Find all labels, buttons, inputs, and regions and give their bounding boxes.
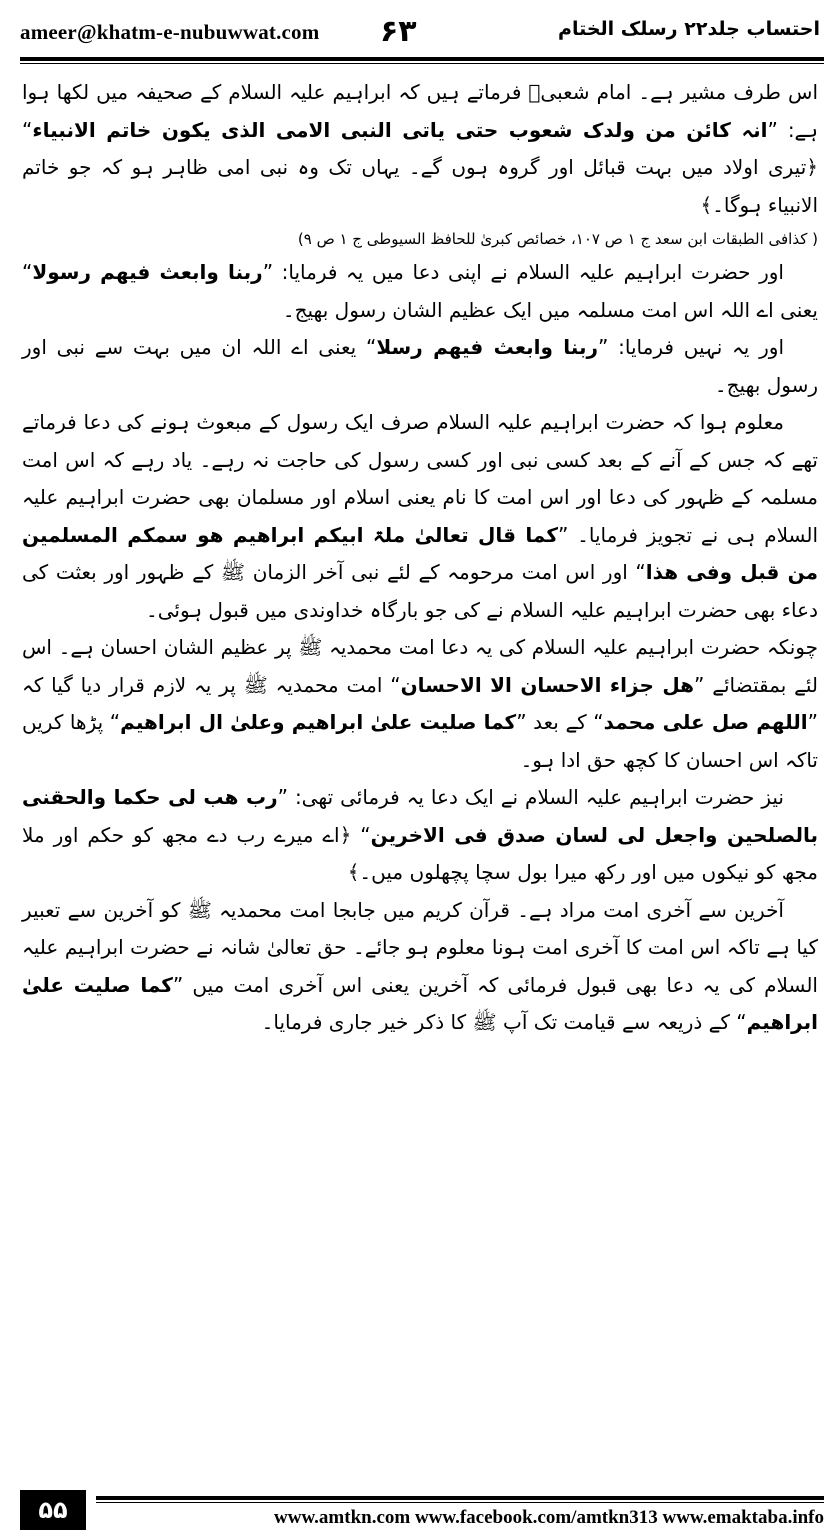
paragraph-4-text: معلوم ہوا کہ حضرت ابراہیم علیہ السلام صرف ایک رسول کے مبعوث ہونے کی دعا فرماتے تھے کہ جس کے آنے کے بعد کسی نبی اور کسی رسول کی حاجت نہ رہے۔ یاد رہے کہ اس امت مسلمہ کے ظہور کی دعا اور اس امت کا نام یعنی اسلام اور مسلمان بھی حضرت ابراہیم علیہ السلام ہی نے تجویز فرمایا۔ ” <box>22 410 819 547</box>
arabic-quote-7: کما صلیت علیٰ ابراھیم <box>22 972 818 1034</box>
paragraph-7 <box>22 892 818 1042</box>
paragraph-5 <box>22 629 818 779</box>
arabic-quote-3: ربنا وابعث فیھم رسلا <box>376 335 598 359</box>
header-page-number: ۶۳ <box>380 14 417 49</box>
paragraph-3 <box>22 329 818 404</box>
paragraph-4 <box>22 404 818 629</box>
paragraph-4-tail: “ اور اس امت مرحومہ کے لئے نبی آخر الزمان ﷺ کے ظہور اور بعثت کی دعاء بھی حضرت ابراہیم علیہ السلام نے کی جو بارگاہ خداوندی میں قبول ہوئی۔ <box>22 560 818 622</box>
paragraph-5-text: چونکہ حضرت ابراہیم علیہ السلام کی یہ دعا امت محمدیہ ﷺ پر عظیم الشان احسان ہے۔ اس لئے بمقتضائے ” <box>22 635 818 697</box>
paragraph-3-tail: “ یعنی اے اللہ ان میں بہت سے نبی اور رسول بھیج۔ <box>22 335 818 397</box>
paragraph-1-text: اس طرف مشیر ہے۔ امام شعبیؒ فرماتے ہیں کہ ابراہیم علیہ السلام کے صحیفہ میں لکھا ہوا ہے: ” <box>22 80 818 142</box>
paragraph-6 <box>22 779 818 892</box>
arabic-quote-5a: ھل جزاء الاحسان الا الاحسان <box>400 672 695 697</box>
paragraph-5-mid2: “ کے بعد ” <box>516 710 604 734</box>
page-body <box>22 74 818 1042</box>
page-footer <box>20 1490 824 1532</box>
paragraph-6-tail: “ ﴿اے میرے رب دے مجھ کو حکم اور ملا مجھ کو نیکوں میں اور رکھ میرا بول سچا پچھلوں میں۔﴾ <box>22 822 818 884</box>
paragraph-1-tail: “ ﴿تیری اولاد میں بہت قبائل اور گروہ ہوں گے۔ یہاں تک وہ نبی امی ظاہر ہو کہ جو خاتم الانبیاء ہوگا۔﴾ <box>22 117 818 217</box>
footer-links[interactable]: www.amtkn.com www.facebook.com/amtkn313 www.emaktaba.info <box>274 1507 824 1528</box>
paragraph-1 <box>22 74 818 224</box>
paragraph-2-tail: “ یعنی اے اللہ اس امت مسلمہ میں ایک عظیم الشان رسول بھیج۔ <box>22 260 818 322</box>
arabic-quote-6: رب ھب لی حکما والحقنی بالصلحین واجعل لی لسان صدق فی الاخرین <box>22 785 818 847</box>
paragraph-2-text: اور حضرت ابراہیم علیہ السلام نے اپنی دعا میں یہ فرمایا: ” <box>262 260 784 284</box>
footer-divider <box>96 1496 824 1503</box>
header-email: ameer@khatm-e-nubuwwat.com <box>20 20 320 44</box>
arabic-quote-2: ربنا وابعث فیھم رسولا <box>32 260 263 284</box>
header-divider <box>20 57 824 64</box>
page-header <box>20 14 820 52</box>
arabic-quote-5b: اللھم صل علی محمد <box>603 710 808 734</box>
footer-page-badge: ۵۵ <box>20 1490 86 1530</box>
arabic-quote-4: کما قال تعالیٰ ملۃ ابیکم ابراھیم ھو سمکم المسلمین من قبل وفی ھذا <box>22 522 819 584</box>
paragraph-7-tail: “ کے ذریعہ سے قیامت تک آپ ﷺ کا ذکر خیر جاری فرمایا۔ <box>261 1010 747 1034</box>
paragraph-2 <box>22 254 818 329</box>
paragraph-3-text: اور یہ نہیں فرمایا: ” <box>598 335 784 359</box>
reference-note: ( کذافی الطبقات ابن سعد ج ۱ ص ۱۰۷، خصائص کبریٰ للحافظ السیوطی ج ۱ ص ۹) <box>297 230 818 248</box>
paragraph-7-text: آخرین سے آخری امت مراد ہے۔ قرآن کریم میں جابجا امت محمدیہ ﷺ کو آخرین سے تعبیر کیا ہے تاکہ اس امت کا آخری امت ہونا معلوم ہو جائے۔ حق تعالیٰ شانہ نے حضرت ابراہیم علیہ السلام کی یہ دعا بھی قبول فرمائی کہ آخرین یعنی اس آخری امت میں ” <box>22 897 818 997</box>
arabic-quote-5c: کما صلیت علیٰ ابراھیم وعلیٰ ال ابراھیم <box>120 710 517 734</box>
paragraph-6-text: نیز حضرت ابراہیم علیہ السلام نے ایک دعا یہ فرمائی تھی: ” <box>277 785 784 809</box>
paragraph-5-tail: “ پڑھا کریں تاکہ اس احسان کا کچھ حق ادا ہو۔ <box>22 710 818 772</box>
header-book-title: احتساب جلد۲۲ رسلک الختام <box>558 18 820 40</box>
arabic-quote-1: انہ کائن من ولدک شعوب حتی یاتی النبی الامی الذی یکون خاتم الانبیاء <box>32 117 768 142</box>
paragraph-5-mid: “ امت محمدیہ ﷺ پر یہ لازم قرار دیا گیا کہ ” <box>22 672 819 734</box>
